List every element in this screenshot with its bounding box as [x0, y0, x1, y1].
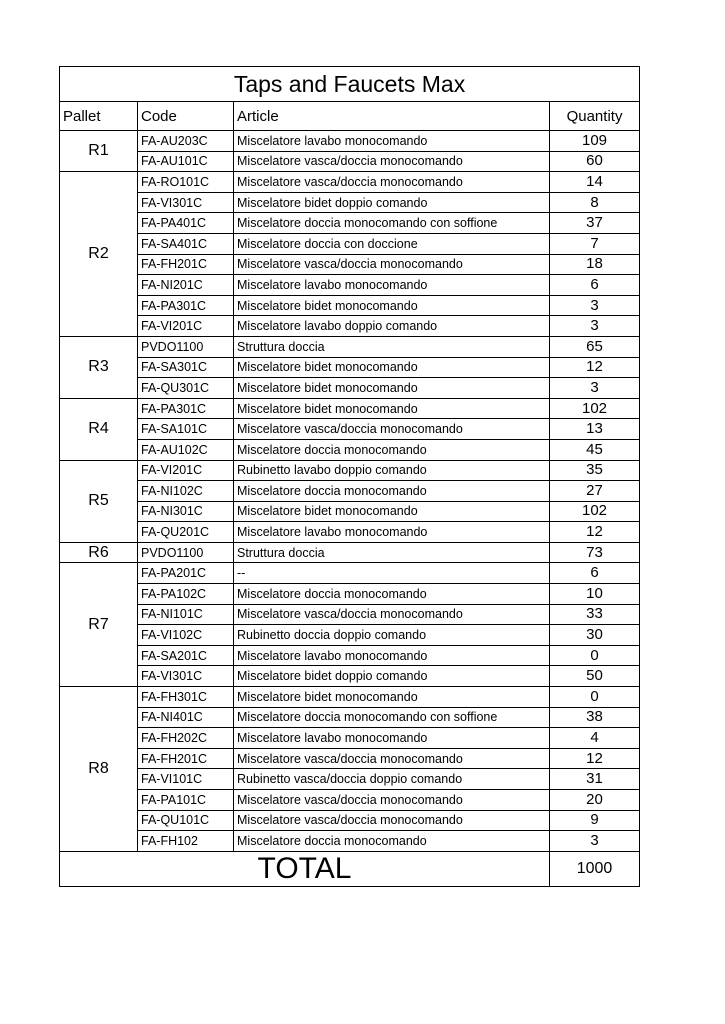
table-row	[60, 213, 640, 234]
code-cell: FA-VI102C	[138, 625, 234, 646]
code-cell: FA-SA401C	[138, 233, 234, 254]
table-row	[60, 563, 640, 584]
quantity-cell: 8	[550, 192, 640, 213]
article-cell: Miscelatore doccia monocomando con soffione	[234, 213, 550, 234]
table-row	[60, 542, 640, 563]
table-row	[60, 769, 640, 790]
table-row	[60, 439, 640, 460]
table-row	[60, 316, 640, 337]
table-row	[60, 398, 640, 419]
article-cell: Miscelatore bidet monocomando	[234, 501, 550, 522]
code-cell: FA-VI201C	[138, 316, 234, 337]
code-cell: FA-AU203C	[138, 131, 234, 152]
quantity-cell: 31	[550, 769, 640, 790]
quantity-cell: 73	[550, 542, 640, 563]
quantity-cell: 33	[550, 604, 640, 625]
code-cell: FA-FH102	[138, 831, 234, 852]
quantity-cell: 12	[550, 357, 640, 378]
quantity-cell: 13	[550, 419, 640, 440]
quantity-cell: 6	[550, 563, 640, 584]
code-cell: FA-NI301C	[138, 501, 234, 522]
quantity-cell: 9	[550, 810, 640, 831]
article-cell: Miscelatore doccia monocomando con soffione	[234, 707, 550, 728]
quantity-cell: 50	[550, 666, 640, 687]
table-row	[60, 728, 640, 749]
code-cell: FA-SA301C	[138, 357, 234, 378]
code-cell: FA-QU201C	[138, 522, 234, 543]
article-cell: Miscelatore doccia monocomando	[234, 439, 550, 460]
table-row	[60, 687, 640, 708]
quantity-cell: 109	[550, 131, 640, 152]
code-cell: FA-QU101C	[138, 810, 234, 831]
code-cell: FA-VI101C	[138, 769, 234, 790]
table-row	[60, 481, 640, 502]
code-cell: FA-NI201C	[138, 275, 234, 296]
code-cell: FA-FH201C	[138, 254, 234, 275]
table-row	[60, 645, 640, 666]
article-cell: Miscelatore vasca/doccia monocomando	[234, 419, 550, 440]
quantity-cell: 6	[550, 275, 640, 296]
code-cell: FA-PA301C	[138, 398, 234, 419]
article-cell: Miscelatore lavabo monocomando	[234, 522, 550, 543]
article-cell: Rubinetto lavabo doppio comando	[234, 460, 550, 481]
quantity-cell: 3	[550, 295, 640, 316]
article-cell: Rubinetto vasca/doccia doppio comando	[234, 769, 550, 790]
table-row	[60, 748, 640, 769]
code-cell: FA-FH201C	[138, 748, 234, 769]
table-row	[60, 192, 640, 213]
quantity-cell: 45	[550, 439, 640, 460]
table-row	[60, 460, 640, 481]
article-cell: Miscelatore lavabo monocomando	[234, 728, 550, 749]
article-cell: Miscelatore bidet monocomando	[234, 295, 550, 316]
code-cell: FA-NI102C	[138, 481, 234, 502]
code-cell: PVDO1100	[138, 542, 234, 563]
code-cell: PVDO1100	[138, 336, 234, 357]
code-cell: FA-PA201C	[138, 563, 234, 584]
table-row	[60, 707, 640, 728]
quantity-cell: 20	[550, 790, 640, 811]
code-cell: FA-PA401C	[138, 213, 234, 234]
article-cell: Miscelatore bidet monocomando	[234, 357, 550, 378]
table-row	[60, 233, 640, 254]
header-row	[60, 102, 640, 131]
table-row	[60, 604, 640, 625]
table-row	[60, 419, 640, 440]
article-cell: Miscelatore bidet monocomando	[234, 378, 550, 399]
total-value: 1000	[550, 851, 640, 886]
code-cell: FA-FH301C	[138, 687, 234, 708]
quantity-cell: 4	[550, 728, 640, 749]
table-row	[60, 522, 640, 543]
quantity-cell: 0	[550, 645, 640, 666]
article-cell: Miscelatore vasca/doccia monocomando	[234, 254, 550, 275]
code-cell: FA-QU301C	[138, 378, 234, 399]
title-row	[60, 67, 640, 102]
table-row	[60, 584, 640, 605]
table-row	[60, 151, 640, 172]
quantity-cell: 3	[550, 316, 640, 337]
table-row	[60, 790, 640, 811]
quantity-cell: 14	[550, 172, 640, 193]
table-row	[60, 275, 640, 296]
code-cell: FA-SA201C	[138, 645, 234, 666]
table-row	[60, 172, 640, 193]
table-row	[60, 831, 640, 852]
article-cell: Miscelatore lavabo monocomando	[234, 131, 550, 152]
header-article: Article	[234, 102, 550, 131]
article-cell: Miscelatore bidet doppio comando	[234, 666, 550, 687]
article-cell: --	[234, 563, 550, 584]
article-cell: Rubinetto doccia doppio comando	[234, 625, 550, 646]
article-cell: Miscelatore bidet monocomando	[234, 687, 550, 708]
quantity-cell: 60	[550, 151, 640, 172]
article-cell: Miscelatore lavabo doppio comando	[234, 316, 550, 337]
code-cell: FA-VI301C	[138, 666, 234, 687]
quantity-cell: 65	[550, 336, 640, 357]
quantity-cell: 3	[550, 378, 640, 399]
code-cell: FA-PA301C	[138, 295, 234, 316]
quantity-cell: 38	[550, 707, 640, 728]
article-cell: Miscelatore vasca/doccia monocomando	[234, 810, 550, 831]
code-cell: FA-NI401C	[138, 707, 234, 728]
pallet-cell: R5	[60, 460, 138, 542]
quantity-cell: 12	[550, 522, 640, 543]
quantity-cell: 35	[550, 460, 640, 481]
article-cell: Miscelatore doccia monocomando	[234, 584, 550, 605]
article-cell: Miscelatore doccia monocomando	[234, 831, 550, 852]
table-row	[60, 336, 640, 357]
table-row	[60, 254, 640, 275]
article-cell: Miscelatore bidet monocomando	[234, 398, 550, 419]
quantity-cell: 102	[550, 501, 640, 522]
article-cell: Miscelatore lavabo monocomando	[234, 275, 550, 296]
total-row	[60, 851, 640, 886]
article-cell: Miscelatore doccia con doccione	[234, 233, 550, 254]
article-cell: Struttura doccia	[234, 336, 550, 357]
total-label: TOTAL	[60, 851, 550, 886]
article-cell: Miscelatore vasca/doccia monocomando	[234, 151, 550, 172]
inventory-table	[59, 66, 640, 887]
quantity-cell: 37	[550, 213, 640, 234]
quantity-cell: 27	[550, 481, 640, 502]
article-cell: Miscelatore doccia monocomando	[234, 481, 550, 502]
table-row	[60, 378, 640, 399]
pallet-cell: R4	[60, 398, 138, 460]
quantity-cell: 102	[550, 398, 640, 419]
quantity-cell: 10	[550, 584, 640, 605]
header-pallet: Pallet	[60, 102, 138, 131]
quantity-cell: 0	[550, 687, 640, 708]
code-cell: FA-VI201C	[138, 460, 234, 481]
table-row	[60, 357, 640, 378]
table-row	[60, 131, 640, 152]
header-code: Code	[138, 102, 234, 131]
pallet-cell: R8	[60, 687, 138, 852]
quantity-cell: 30	[550, 625, 640, 646]
table-row	[60, 625, 640, 646]
article-cell: Miscelatore bidet doppio comando	[234, 192, 550, 213]
quantity-cell: 12	[550, 748, 640, 769]
code-cell: FA-PA101C	[138, 790, 234, 811]
code-cell: FA-SA101C	[138, 419, 234, 440]
pallet-cell: R7	[60, 563, 138, 687]
article-cell: Struttura doccia	[234, 542, 550, 563]
article-cell: Miscelatore vasca/doccia monocomando	[234, 748, 550, 769]
article-cell: Miscelatore lavabo monocomando	[234, 645, 550, 666]
table-row	[60, 810, 640, 831]
sheet-title: Taps and Faucets Max	[60, 67, 640, 102]
article-cell: Miscelatore vasca/doccia monocomando	[234, 790, 550, 811]
code-cell: FA-NI101C	[138, 604, 234, 625]
pallet-cell: R2	[60, 172, 138, 337]
code-cell: FA-AU102C	[138, 439, 234, 460]
article-cell: Miscelatore vasca/doccia monocomando	[234, 172, 550, 193]
quantity-cell: 18	[550, 254, 640, 275]
table-row	[60, 295, 640, 316]
code-cell: FA-VI301C	[138, 192, 234, 213]
code-cell: FA-AU101C	[138, 151, 234, 172]
quantity-cell: 3	[550, 831, 640, 852]
header-quantity: Quantity	[550, 102, 640, 131]
table-row	[60, 666, 640, 687]
code-cell: FA-FH202C	[138, 728, 234, 749]
pallet-cell: R6	[60, 542, 138, 563]
pallet-cell: R3	[60, 336, 138, 398]
article-cell: Miscelatore vasca/doccia monocomando	[234, 604, 550, 625]
pallet-cell: R1	[60, 131, 138, 172]
code-cell: FA-PA102C	[138, 584, 234, 605]
code-cell: FA-RO101C	[138, 172, 234, 193]
quantity-cell: 7	[550, 233, 640, 254]
table-row	[60, 501, 640, 522]
